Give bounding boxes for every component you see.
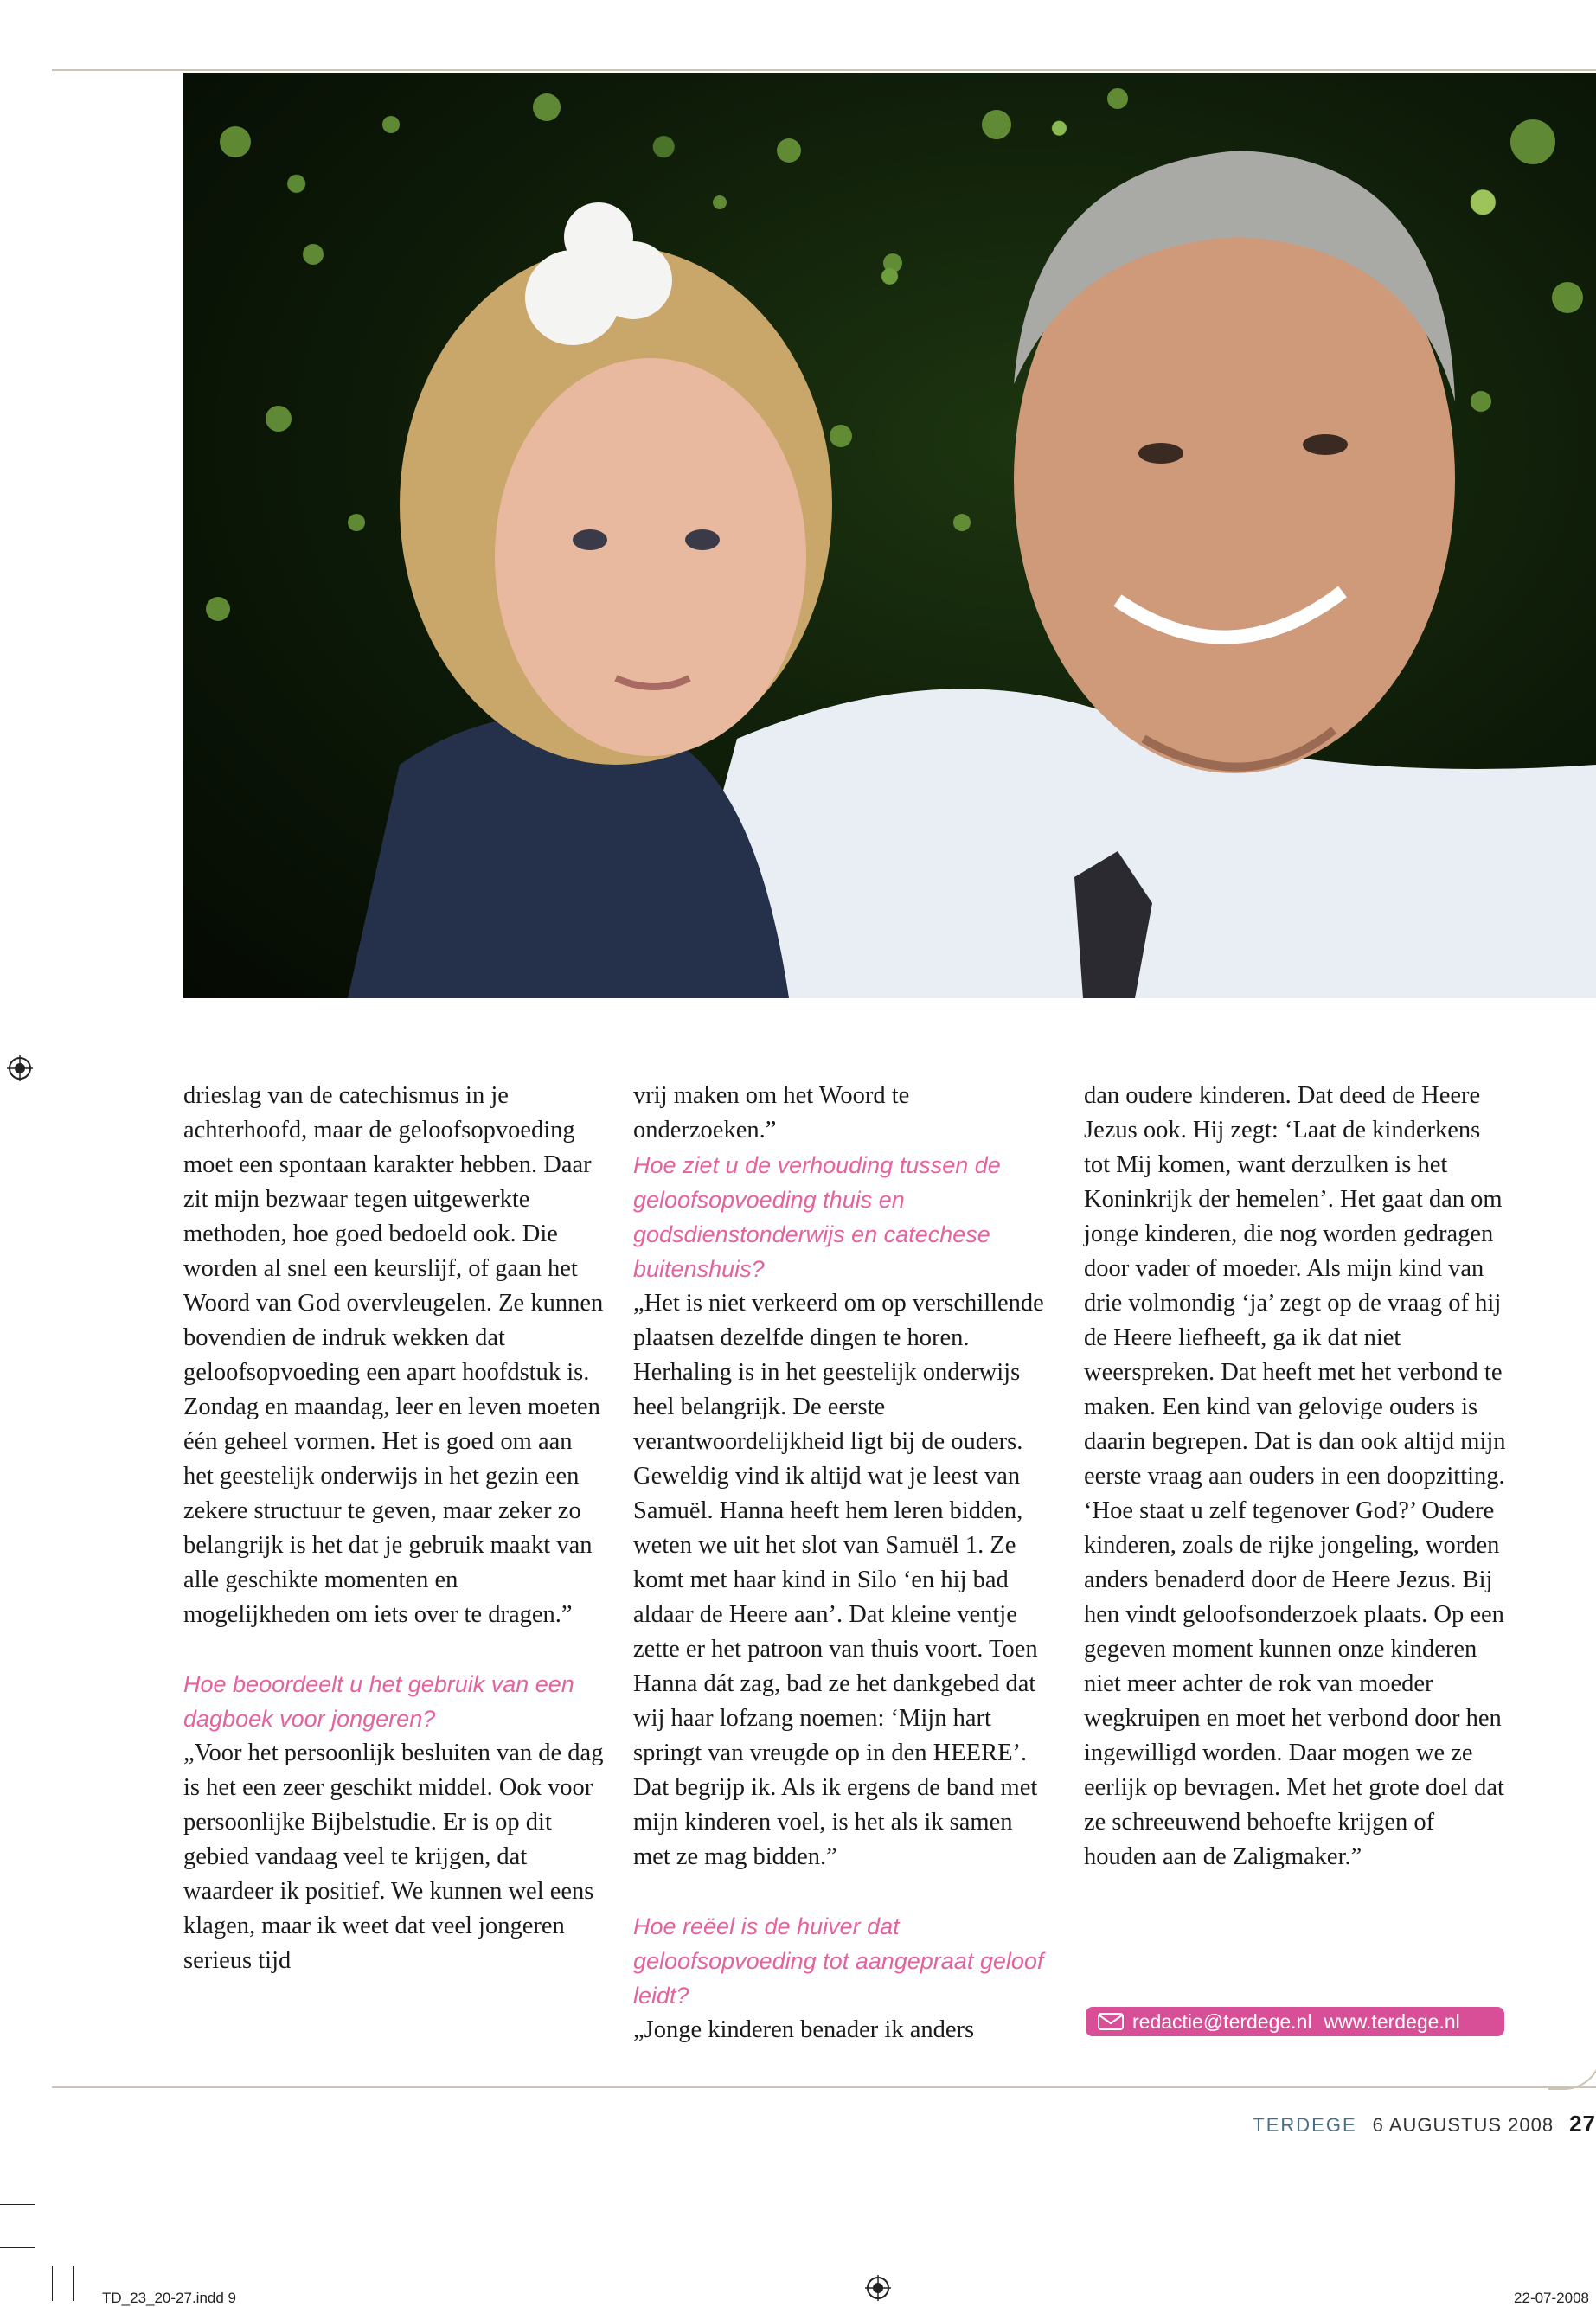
interview-question: Hoe ziet u de verhouding tussen de geloofsopvoeding thuis en godsdienstonderwijs en catechese buitenshuis? (633, 1152, 1001, 1282)
page-number: 27 (1569, 2111, 1596, 2137)
crop-mark (0, 2204, 35, 2205)
contact-bar (1086, 2007, 1504, 2036)
contact-email-link[interactable]: redactie@terdege.nl (1132, 2010, 1312, 2033)
photo-illustration (183, 73, 1596, 998)
crop-mark (52, 2266, 53, 2301)
slug-filename: TD_23_20-27.indd 9 (102, 2290, 237, 2306)
paragraph: drieslag van de catechismus in je achterhoofd, maar de geloofsopvoeding moet een spontaan karakter hebben. Daar zit mijn bezwaar tegen uitgewerkte methoden, hoe goed bedoeld ook. Die worden al snel een keurslijf, of gaan het Woord van God overvleugelen. Ze kunnen bovendien de indruk wekken dat geloofsopvoeding een apart hoofdstuk is. Zondag en maandag, leer en leven moeten één geheel vormen. Het is goed om aan het geestelijk onderwijs in het gezin een zekere structuur te geven, maar zeker zo belangrijk is het dat je gebruik maakt van alle geschikte momenten en mogelijkheden om iets over te dragen.” (183, 1082, 604, 1628)
issue-date: 6 AUGUSTUS 2008 (1372, 2114, 1554, 2136)
interview-question: Hoe beoordeelt u het gebruik van een dagboek voor jongeren? (183, 1671, 574, 1732)
envelope-icon (1098, 2013, 1124, 2030)
top-rule (52, 69, 1596, 71)
paragraph: „Het is niet verkeerd om op verschillende plaatsen dezelfde dingen te horen. Herhaling is in het geestelijk onderwijs heel belangrijk. De eerste verantwoordelijkheid ligt bij de ouders. Geweldig vind ik altijd wat je leest van Samuël. Hanna heeft hem leren bidden, weten we uit het slot van Samuël 1. Ze komt met haar kind in Silo ‘en hij bad aldaar de Heere aan’. Dat kleine ventje zette er het patroon van thuis voort. Toen Hanna dát zag, bad ze het dankgebed dat wij haar lofzang noemen: ‘Mijn hart springt van vreugde op in den HEERE’. Dat begrijp ik. Als ik ergens de band met mijn kinderen voel, is het als ik samen met ze mag bidden.” (633, 1290, 1044, 1870)
paragraph: dan oudere kinderen. Dat deed de Heere Jezus ook. Hij zegt: ‘Laat de kinderkens tot Mij komen, want derzulken is het Koninkrijk der hemelen’. Het gaat dan om jonge kinderen, die nog worden gedragen door vader of moeder. Als mijn kind van drie volmondig ‘ja’ zegt op de vraag of hij de Heere liefheeft, ga ik dat niet weerspreken. Dat heeft met het verbond te maken. Een kind van gelovige ouders is daarin begrepen. Dat is dan ook altijd mijn eerste vraag aan ouders in een doopzitting. ‘Hoe staat u zelf tegenover God?’ Oudere kinderen, zoals de rijke jongeling, worden anders benaderd door de Heere Jezus. Bij hen vindt geloofsonderzoek plaats. Op een gegeven moment kunnen onze kinderen niet meer achter de rok van moeder wegkruipen en moet het verbond door hen ingewilligd worden. Daar mogen we ze eerlijk op bevragen. Met het grote doel dat ze schreeuwend behoefte krijgen of houden aan de Zaligmaker.” (1084, 1082, 1506, 1870)
article-column-1 (183, 1079, 606, 1978)
photo-father-and-daughter (183, 73, 1596, 998)
crop-mark (73, 2266, 74, 2301)
bottom-rule-corner (1548, 2052, 1596, 2090)
magazine-name: TERDEGE (1253, 2114, 1357, 2136)
slug-date: 22-07-2008 (1514, 2290, 1589, 2306)
website-link[interactable]: www.terdege.nl (1324, 2010, 1460, 2033)
article-column-3 (1084, 1079, 1506, 1874)
bottom-rule (52, 2086, 1596, 2088)
registration-mark-icon (7, 1055, 33, 1081)
registration-mark-icon (865, 2275, 891, 2301)
article-column-2 (633, 1079, 1055, 2047)
paragraph: „Jonge kinderen benader ik anders (633, 2016, 975, 2043)
paragraph: „Voor het persoonlijk besluiten van de dag is het een zeer geschikt middel. Ook voor persoonlijke Bijbelstudie. Er is op dit gebied vandaag veel te krijgen, dat waardeer ik positief. We kunnen wel eens klagen, maar ik weet dat veel jongeren serieus tijd (183, 1740, 604, 1974)
page-footer (1253, 2111, 1596, 2137)
interview-question: Hoe reëel is de huiver dat geloofsopvoeding tot aangepraat geloof leidt? (633, 1913, 1044, 2009)
crop-mark (0, 2247, 35, 2248)
paragraph: vrij maken om het Woord te onderzoeken.” (633, 1082, 910, 1144)
